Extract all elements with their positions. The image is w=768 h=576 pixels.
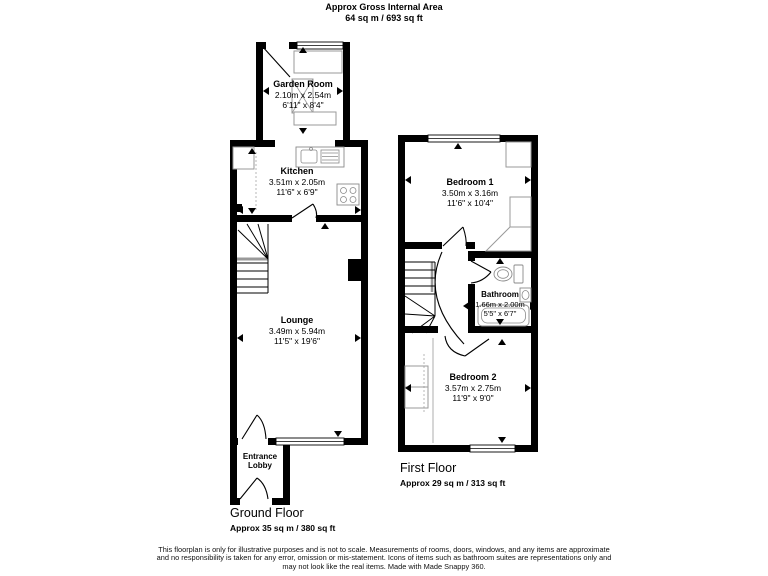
- measure-arrow: [355, 206, 361, 214]
- measure-arrow: [525, 384, 531, 392]
- room-dimensions-imperial: 6'11" x 8'4": [282, 100, 324, 110]
- room-dimensions-metric: 3.57m x 2.75m: [444, 382, 502, 393]
- door-arc: [262, 46, 290, 77]
- room-name: Bedroom 2: [449, 372, 497, 382]
- room-label-bedroom-1: [442, 177, 498, 209]
- floor-area: Approx 29 sq m / 313 sq ft: [400, 478, 506, 488]
- toilet-icon: [494, 265, 523, 283]
- disclaimer: [0, 546, 768, 571]
- room-dimensions-metric: 3.51m x 2.05m: [268, 176, 326, 187]
- room-label-lounge: [269, 315, 325, 347]
- room-dimensions-imperial: 11'5" x 19'6": [273, 336, 320, 346]
- room-dimensions-metric: 2.10m x 2.54m: [274, 89, 332, 100]
- unit: [294, 51, 342, 73]
- room-dimensions-imperial: 5'5" x 6'7": [483, 309, 517, 318]
- header-line-1: Approx Gross Internal Area: [325, 2, 443, 12]
- measure-arrow: [525, 176, 531, 184]
- room-dimensions-imperial: 11'6" x 6'9": [276, 187, 318, 197]
- measure-arrow: [498, 339, 506, 345]
- gross-internal-area-header: [0, 2, 768, 23]
- room-name-line2: Lobby: [247, 461, 272, 470]
- room-label-garden-room: [273, 79, 333, 111]
- floor-name: First Floor: [400, 461, 457, 475]
- room-name-line1: Entrance: [242, 452, 278, 461]
- wardrobe: [506, 142, 531, 167]
- wardrobe: [486, 227, 531, 251]
- window: [297, 42, 343, 49]
- ground-floor-title: [230, 506, 335, 533]
- door-arc: [292, 204, 317, 218]
- measure-arrow: [263, 87, 269, 95]
- room-dimensions-metric: 1.66m x 2.00m: [475, 299, 525, 309]
- window: [428, 135, 500, 142]
- room-label-entrance-lobby: [243, 452, 277, 470]
- stairs-icon: [405, 262, 435, 333]
- unit: [294, 112, 336, 125]
- measure-arrow: [337, 87, 343, 95]
- room-name: Bathroom: [481, 290, 519, 299]
- door-arc: [445, 336, 489, 356]
- measure-arrow: [237, 334, 243, 342]
- disclaimer-line-2: and no responsibility is taken for any error, omission or mis-statement. Icons of items such as bathroom suites are representations only and: [156, 553, 612, 563]
- first-floor-title: [400, 461, 505, 488]
- room-name: Bedroom 1: [446, 177, 494, 187]
- room-label-bedroom-2: [445, 372, 501, 404]
- measure-arrow: [334, 431, 342, 437]
- wardrobe: [405, 366, 428, 387]
- sink-icon: [296, 147, 344, 167]
- door-arc: [471, 261, 491, 283]
- measure-arrow: [405, 176, 411, 184]
- hob-icon: [337, 184, 359, 205]
- room-name: Garden Room: [273, 79, 333, 89]
- measure-arrow: [355, 334, 361, 342]
- room-dimensions-imperial: 11'6" x 10'4": [446, 198, 493, 208]
- chimney-breast: [348, 259, 361, 281]
- floor-area: Approx 35 sq m / 380 sq ft: [230, 523, 336, 533]
- disclaimer-line-1: This floorplan is only for illustrative purposes and is not to scale. Measurements of rooms, doors, windows, and any items are approximate: [158, 545, 610, 554]
- room-dimensions-imperial: 11'9" x 9'0": [452, 393, 494, 403]
- room-name: Lounge: [280, 315, 314, 325]
- room-label-bathroom: [475, 290, 525, 319]
- wardrobe: [510, 197, 531, 227]
- floor-name: Ground Floor: [230, 506, 304, 520]
- door-arc: [435, 252, 464, 344]
- measure-arrow: [454, 143, 462, 149]
- door-arc: [443, 227, 466, 246]
- header-line-2: 64 sq m / 693 sq ft: [345, 12, 423, 23]
- measure-arrow: [463, 302, 469, 310]
- measure-arrow: [498, 437, 506, 443]
- window: [276, 438, 344, 445]
- measure-arrow: [248, 208, 256, 214]
- door-arc: [240, 478, 268, 499]
- measure-arrow: [321, 223, 329, 229]
- window: [470, 445, 515, 452]
- room-name: Kitchen: [280, 166, 314, 176]
- measure-arrow: [496, 258, 504, 264]
- disclaimer-line-3: may not look like the real items. Made with Made Snappy 360.: [282, 561, 486, 571]
- room-dimensions-metric: 3.50m x 3.16m: [441, 187, 499, 198]
- door-arc: [242, 415, 266, 439]
- room-dimensions-metric: 3.49m x 5.94m: [268, 325, 326, 336]
- measure-arrow: [299, 128, 307, 134]
- room-label-kitchen: [269, 166, 325, 198]
- stairs-icon: [237, 224, 268, 293]
